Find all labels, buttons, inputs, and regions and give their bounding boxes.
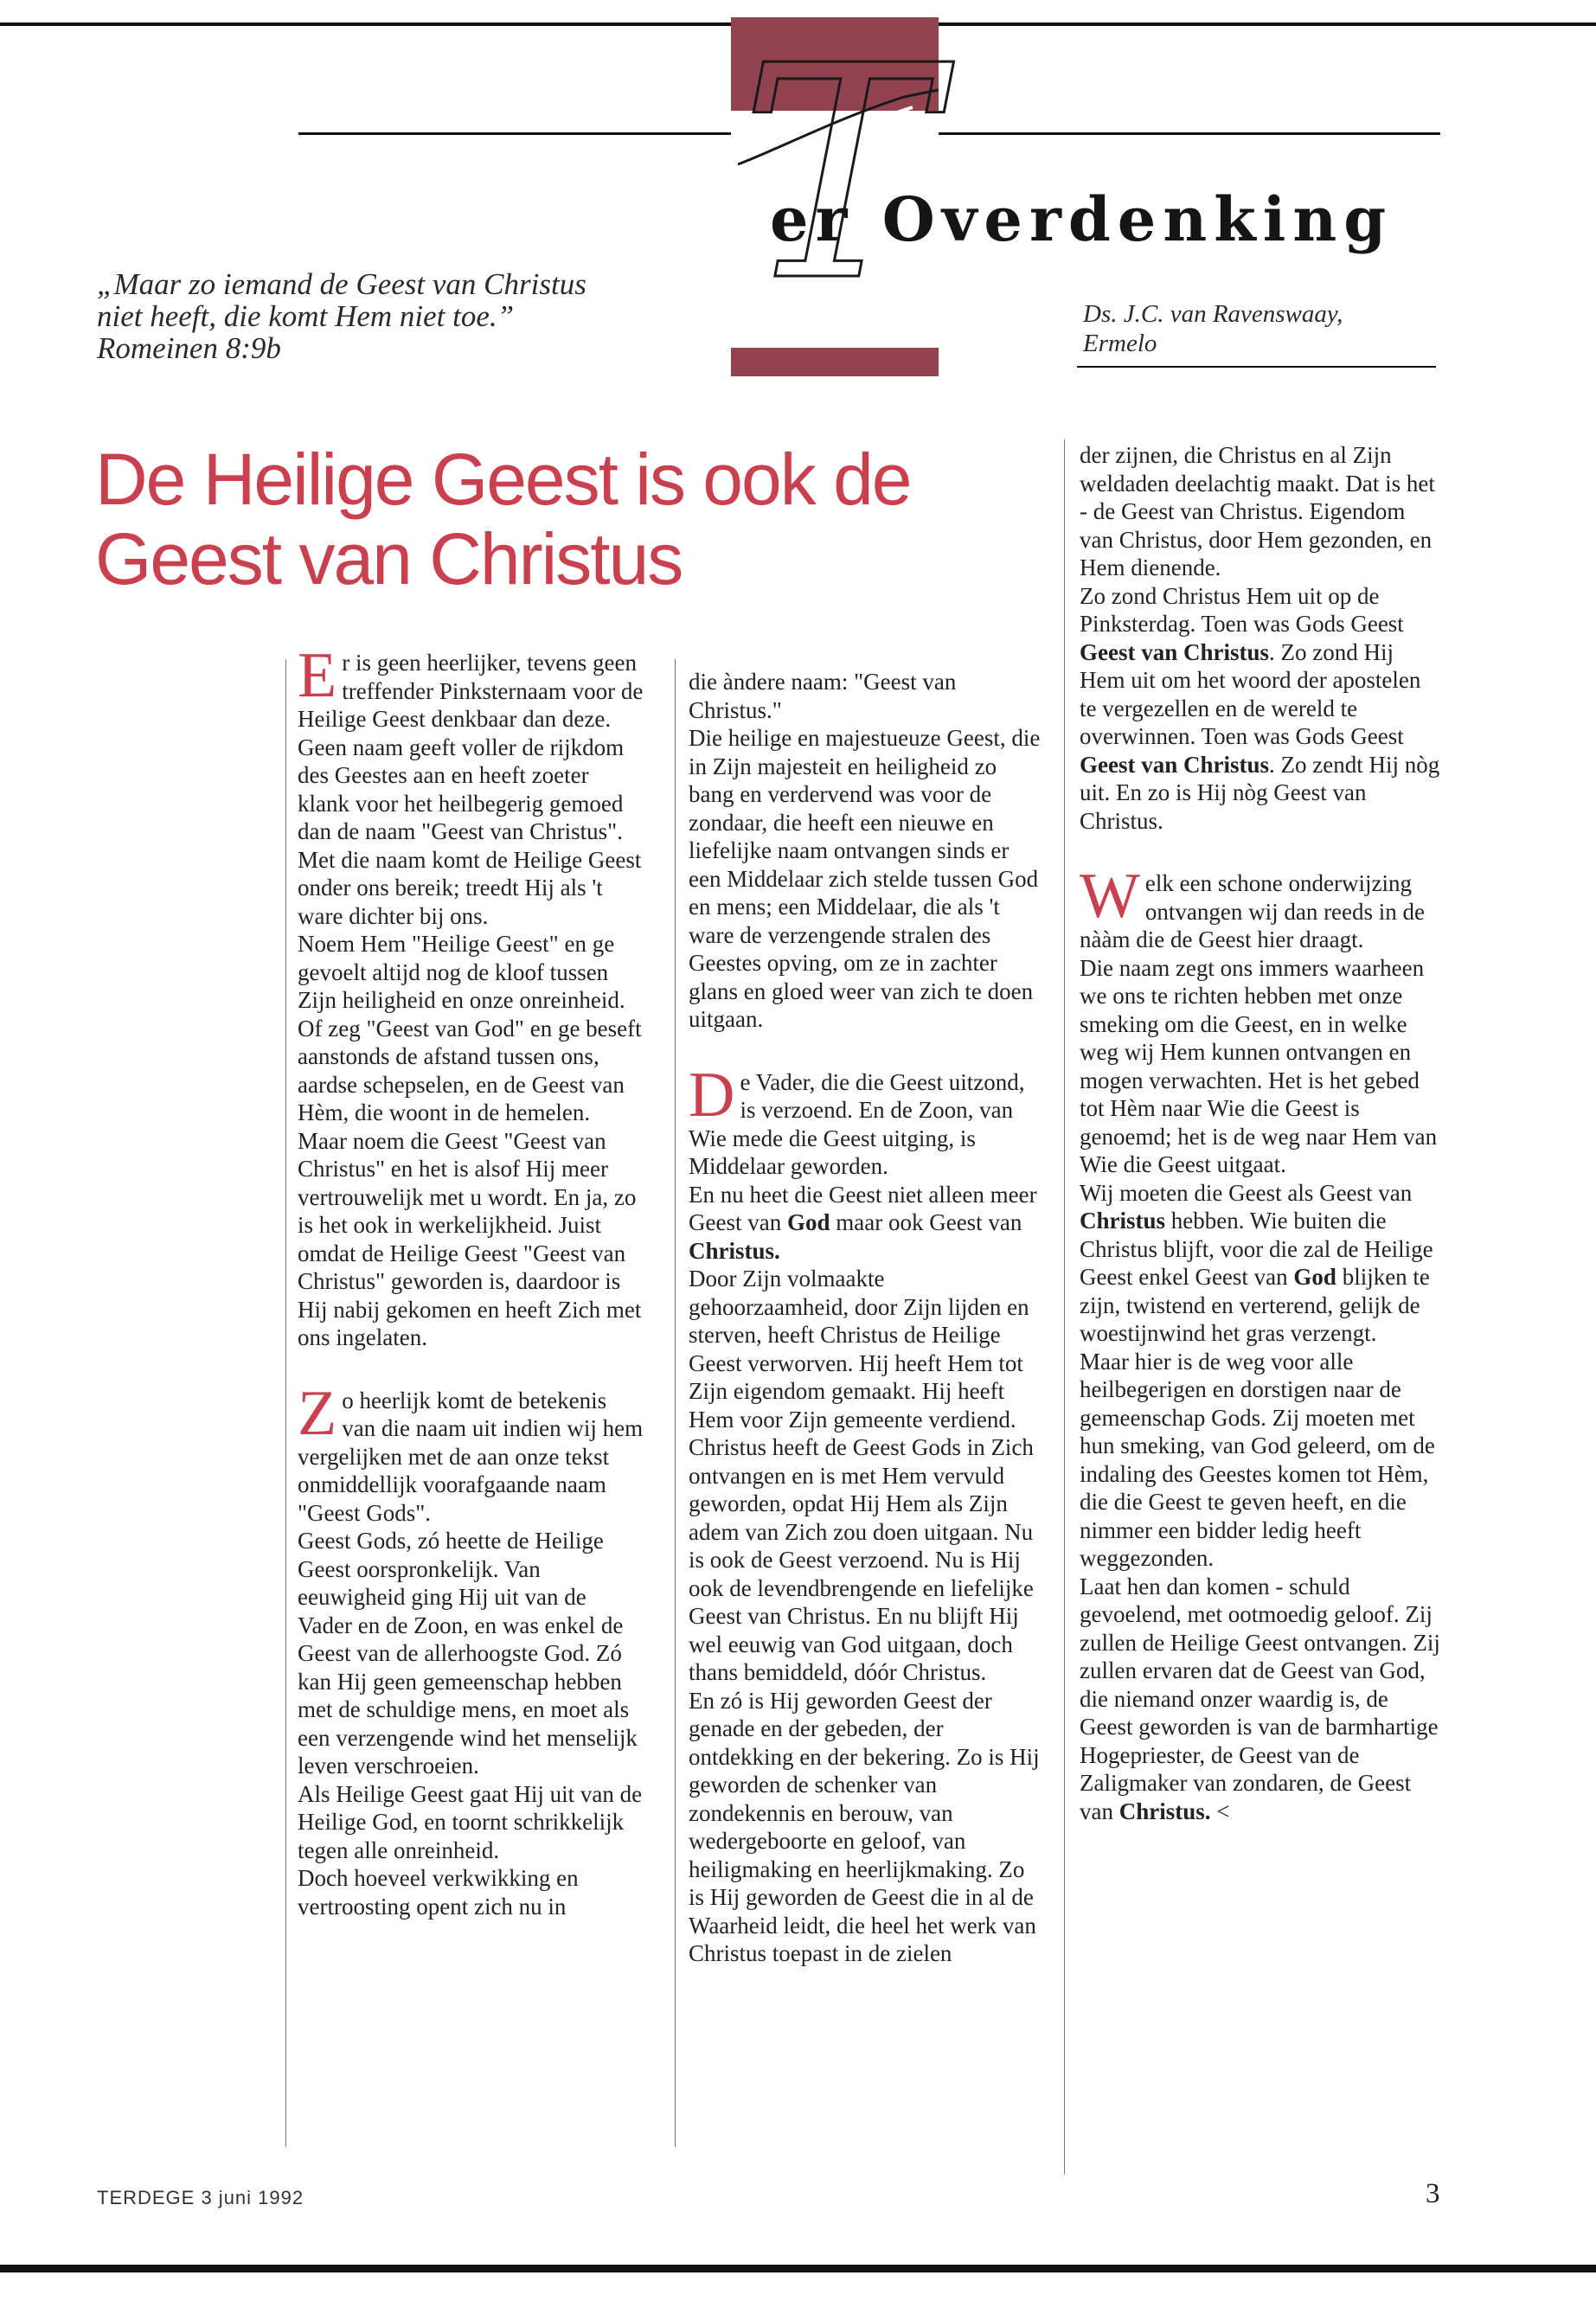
paragraph: Of zeg "Geest van God" en ge beseft aanstonds de afstand tussen ons, aardse schepselen, en de Geest van Hèm, die woont in de hemelen. — [298, 1015, 642, 1125]
paragraph-text: r is geen heerlijker, tevens geen treffender Pinksternaam voor de Heilige Geest denkbaar dan deze. Geen naam geeft voller de rijkdom des Geestes aan en heeft zoeter klank voor het heilbegerig gemoed dan de naam "Geest van Christus". — [298, 650, 644, 844]
text-run: hebben. Wie buiten die Christus blijft, voor die zal de Heilige Geest enkel Geest van — [1080, 1208, 1433, 1290]
paragraph: Noem Hem "Heilige Geest" en ge gevoelt altijd nog de kloof tussen Zijn heiligheid en onze onreinheid. — [298, 931, 625, 1013]
bold-text: Christus. — [689, 1237, 780, 1264]
header-rule-bottom — [1077, 366, 1436, 368]
drop-cap: Z — [298, 1377, 337, 1449]
paragraph: Maar hier is de weg voor alle heilbegerigen en dorstigen naar de gemeenschap Gods. Zij moeten met hun smeking, van God geleerd, om de indaling des Geestes komen tot Hèm, die die Geest te geven heeft, en die nimmer een bidder ledig heeft weggezonden. — [1080, 1348, 1435, 1571]
article-column-3 — [1080, 441, 1443, 1825]
headline-line-1: De Heilige Geest is ook de — [95, 439, 911, 520]
paragraph: der zijnen, die Christus en al Zijn weldaden deelachtig maakt. Dat is het - de Geest van Christus. Eigendom van Christus, door Hem gezonden, en Hem dienende. — [1080, 442, 1435, 580]
author-credit — [1083, 299, 1446, 358]
paragraph: Die heilige en majestueuze Geest, die in Zijn majesteit en heiligheid zo bang en verdervend was voor de zondaar, die heeft een nieuwe en liefelijke naam ontvangen sinds er een Middelaar zich stelde tussen God en mens; een Middelaar, die als 't ware de verzengende stralen des Geestes opving, om ze in zachter glans en gloed weer van zich te doen uitgaan. — [689, 725, 1041, 1032]
scripture-quote — [97, 268, 685, 364]
bottom-page-rule — [0, 2265, 1596, 2272]
page-number: 3 — [1426, 2178, 1440, 2209]
paragraph: En zó is Hij geworden Geest der genade en der gebeden, der ontdekking en der bekering. Zo is Hij geworden de schenker van zondekennis en berouw, van wedergeboorte en geloof, van heiligmaking en heerlijkmaking. Zo is Hij geworden de Geest die in al de Waarheid leidt, die heel het werk van Christus toepast in de zielen — [689, 1687, 1040, 1966]
paragraph — [689, 1059, 1043, 1181]
article-headline — [95, 439, 1055, 599]
text-run: blijken te zijn, twistend en verterend, gelijk de woestijnwind het gras verzengt. — [1080, 1264, 1430, 1346]
paragraph — [1080, 582, 1443, 836]
paragraph — [1080, 1573, 1443, 1826]
text-run: Zo zond Christus Hem uit op de Pinksterdag. Toen was Gods Geest — [1080, 582, 1404, 637]
bold-text: God — [1293, 1264, 1336, 1290]
headline-line-2: Geest van Christus — [95, 518, 683, 599]
end-mark: < — [1210, 1798, 1230, 1824]
paragraph-text: elk een schone onderwijzing ontvangen wij dan reeds in de nààm die de Geest hier draagt. — [1080, 870, 1426, 952]
paragraph: Doch hoeveel verkwikking en vertroosting opent zich nu in — [298, 1865, 579, 1920]
paragraph: die àndere naam: "Geest van Christus." — [689, 669, 957, 723]
header-initial: T — [740, 3, 936, 346]
bold-text: God — [786, 1209, 830, 1235]
drop-cap: E — [298, 640, 337, 711]
bold-text: Christus — [1080, 1208, 1166, 1234]
author-place: Ermelo — [1083, 330, 1157, 357]
paragraph-text: o heerlijk komt de betekenis van die naam uit indien wij hem vergelijken met de aan onze tekst onmiddellijk voorafgaande naam "Geest Gods". — [298, 1387, 644, 1526]
quote-line-2: niet heeft, die komt Hem niet toe.” — [97, 299, 515, 333]
bold-text: Geest van Christus — [1080, 638, 1270, 665]
text-run: . Zo zendt Hij nòg uit. En zo is Hij nòg Geest van Christus. — [1080, 751, 1440, 834]
paragraph: Door Zijn volmaakte gehoorzaamheid, door Zijn lijden en sterven, heeft Christus de Heilige Geest verworven. Hij heeft Hem tot Zijn eigendom gemaakt. Hij heeft Hem voor Zijn gemeente verdiend. Christus heeft de Geest Gods in Zich ontvangen en is met Hem vervuld geworden, opdat Hij Hem als Zijn adem van Zich zou doen uitgaan. Nu is ook de Geest verzoend. Nu is Hij ook de levendbrengende en liefelijke Geest van Christus. En nu blijft Hij wel eeuwig van God uitgaan, doch thans bemiddeld, dóór Christus. — [689, 1266, 1034, 1685]
article-column-2 — [689, 668, 1043, 1968]
paragraph-text: e Vader, die die Geest uitzond, is verzoend. En de Zoon, van Wie mede die Geest uitging, is Middelaar geworden. — [689, 1068, 1025, 1179]
text-run: En nu heet die Geest niet alleen meer Geest van — [689, 1181, 1037, 1235]
paragraph — [1080, 861, 1443, 954]
text-run: . Zo zond Hij Hem uit om het woord der apostelen te vergezellen en de wereld te overwinnen. Toen was Gods Geest — [1080, 638, 1421, 749]
author-name: Ds. J.C. van Ravenswaay, — [1083, 300, 1343, 328]
section-heading — [770, 183, 1393, 255]
paragraph: Die naam zegt ons immers waarheen we ons te richten hebben met onze smeking om die Geest, en in welke weg wij Hem kunnen ontvangen en mogen verwachten. Het is het gebed tot Hèm naar Wie die Geest is genoemd; het is de weg naar Hem van Wie die Geest uitgaat. — [1080, 954, 1438, 1177]
bold-text: Geest van Christus — [1080, 751, 1270, 778]
drop-cap: D — [689, 1059, 735, 1131]
footer-publication: TERDEGE 3 juni 1992 — [97, 2187, 304, 2208]
paragraph — [298, 640, 644, 846]
paragraph: Geest Gods, zó heette de Heilige Geest oorspronkelijk. Van eeuwigheid ging Hij uit van de Vader en de Zoon, en was enkel de Geest van de allerhoogste God. Zó kan Hij geen gemeenschap hebben met de schuldige mens, en moet als een verzengende wind het menselijk leven verschroeien. — [298, 1528, 638, 1779]
column-rule-3 — [1064, 439, 1065, 2174]
quote-reference: Romeinen 8:9b — [97, 331, 281, 365]
paragraph — [298, 1377, 644, 1528]
paragraph: Maar noem die Geest "Geest van Christus" en het is alsof Hij meer vertrouwelijk met u wordt. En ja, zo is het ook in werkelijkheid. Juist omdat de Heilige Geest "Geest van Christus" geworden is, daardoor is Hij nabij gekomen en heeft Zich met ons ingelaten. — [298, 1127, 642, 1350]
bold-text: Christus. — [1118, 1798, 1211, 1824]
column-rule-1 — [285, 659, 286, 2147]
header-rule-left — [298, 132, 731, 135]
section-heading-text: er Overdenking — [770, 183, 1394, 255]
article-column-1 — [298, 640, 644, 1920]
column-rule-2 — [675, 659, 676, 2147]
quote-line-1: „Maar zo iemand de Geest van Christus — [97, 267, 586, 301]
paragraph: Als Heilige Geest gaat Hij uit van de Heilige God, en toornt schrikkelijk tegen alle onreinheid. — [298, 1780, 643, 1863]
paragraph: Met die naam komt de Heilige Geest onder ons bereik; treedt Hij als 't ware dichter bij ons. — [298, 846, 642, 929]
header-rule-right — [939, 132, 1440, 135]
text-run: Wij moeten die Geest als Geest van — [1080, 1179, 1413, 1206]
text-run: maar ook Geest van — [830, 1209, 1022, 1235]
text-run: Laat hen dan komen - schuld gevoelend, met ootmoedig geloof. Zij zullen de Heilige Geest ontvangen. Zij zullen ervaren dat de Geest van God, die niemand onzer waardig is, de Geest geworden is van de barmhartige Hogepriester, de Geest van de Zaligmaker van zondaren, de Geest van — [1080, 1573, 1440, 1824]
paragraph — [689, 1181, 1043, 1266]
paragraph — [1080, 1179, 1443, 1348]
drop-cap: W — [1080, 861, 1140, 932]
